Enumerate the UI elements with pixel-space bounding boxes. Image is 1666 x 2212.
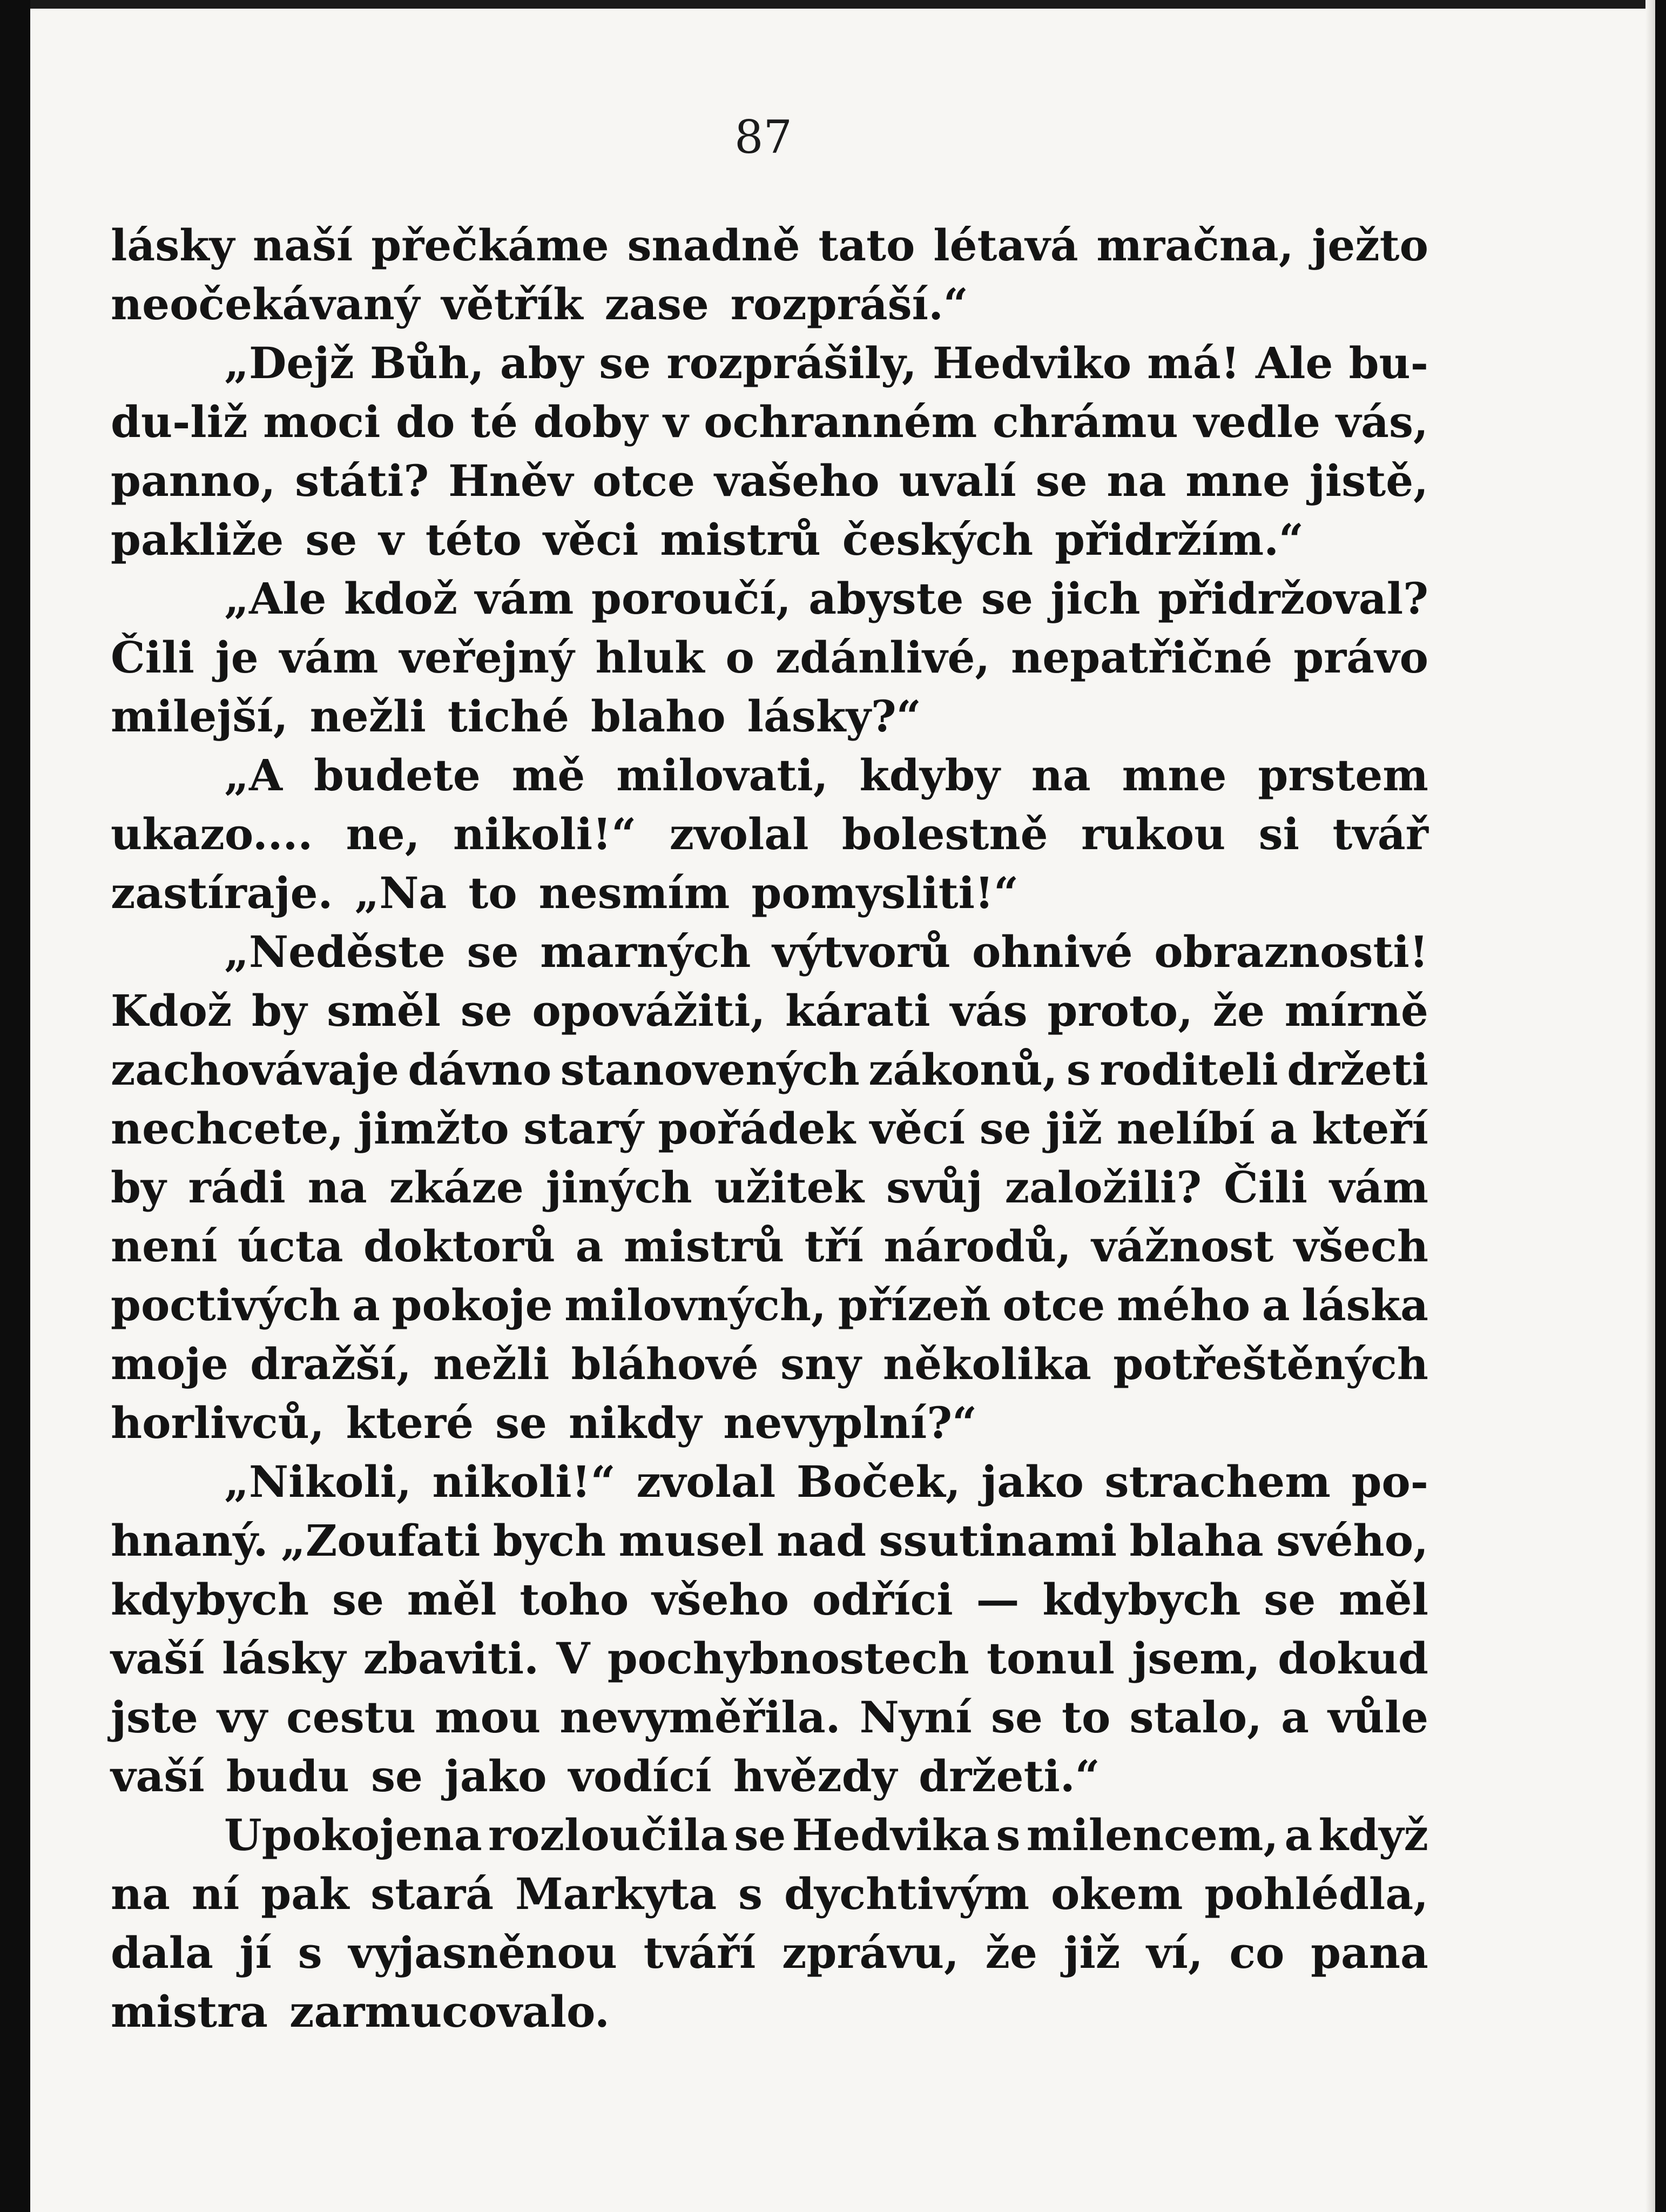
- text-line: [111, 1806, 1428, 1865]
- word: aby: [500, 338, 584, 388]
- word: na: [111, 1868, 170, 1919]
- word: horlivců,: [111, 1397, 325, 1448]
- word: otce: [1002, 1280, 1105, 1330]
- text-line: [111, 1511, 1428, 1570]
- word: V: [556, 1633, 590, 1684]
- word: okem: [1051, 1868, 1183, 1919]
- word: zvolal: [636, 1456, 776, 1507]
- text-line: [111, 1865, 1428, 1924]
- word: nevyplní?“: [723, 1397, 977, 1448]
- word: roditeli: [1100, 1044, 1278, 1095]
- word: starý: [523, 1103, 644, 1154]
- word: musel: [618, 1515, 764, 1566]
- word: bu-: [1348, 338, 1428, 388]
- word: s: [738, 1868, 763, 1919]
- word: státi?: [295, 455, 429, 506]
- word: již: [1063, 1927, 1121, 1978]
- text-line: [111, 1747, 1428, 1806]
- word: rukou: [1081, 809, 1226, 859]
- word: vám: [1330, 1162, 1428, 1213]
- word: Čili: [1224, 1162, 1307, 1213]
- word: jí: [239, 1927, 272, 1978]
- word: měl: [1339, 1574, 1428, 1625]
- word: poctivých: [111, 1280, 341, 1330]
- word: přidržoval?: [1158, 573, 1428, 624]
- word: doktorů: [363, 1221, 556, 1272]
- word: jiných: [545, 1162, 692, 1213]
- word: nežli: [309, 691, 426, 742]
- text-line: [111, 1629, 1428, 1688]
- word: potřeštěných: [1113, 1339, 1428, 1389]
- word: přízeň: [838, 1280, 991, 1330]
- text-line: [111, 510, 1428, 569]
- word: neočekávaný: [111, 279, 420, 330]
- word: ví,: [1146, 1927, 1203, 1978]
- word: Ale: [1256, 338, 1333, 388]
- word: rozprášily,: [666, 338, 917, 388]
- word: láska: [1301, 1280, 1428, 1330]
- text-line: [111, 1453, 1428, 1511]
- text-line: [111, 1688, 1428, 1747]
- word: nad: [777, 1515, 867, 1566]
- word: užitek: [714, 1162, 864, 1213]
- word: nikoli!“: [432, 1456, 616, 1507]
- word: mistrů: [623, 1221, 785, 1272]
- word: hvězdy: [733, 1751, 898, 1801]
- word: ssutinami: [879, 1515, 1117, 1566]
- word: hluk: [595, 632, 705, 683]
- word: s: [1066, 1044, 1091, 1095]
- word: ní: [191, 1868, 240, 1919]
- text-line: [111, 687, 1428, 746]
- word: Markyta: [515, 1868, 717, 1919]
- word: nelíbí: [1116, 1103, 1255, 1154]
- text-line: [111, 1982, 1428, 2041]
- word: Hedviko: [932, 338, 1132, 388]
- word: založili?: [1004, 1162, 1202, 1213]
- word: v: [379, 514, 404, 565]
- word: ohnivé: [972, 926, 1133, 977]
- word: kdybych: [1042, 1574, 1241, 1625]
- word: vy: [217, 1692, 267, 1743]
- word: a: [1262, 1280, 1290, 1330]
- word: jich: [1050, 573, 1141, 624]
- word: bolestně: [841, 809, 1048, 859]
- word: odříci: [812, 1574, 953, 1625]
- text-line: [111, 1394, 1428, 1453]
- text-line: [111, 452, 1428, 510]
- word: mne: [1122, 750, 1227, 801]
- word: jsem,: [1132, 1633, 1260, 1684]
- word: doby: [533, 396, 648, 447]
- word: Nyní: [859, 1692, 972, 1743]
- word: se: [467, 926, 519, 977]
- word: vám: [279, 632, 379, 683]
- word: přidržím.“: [1055, 514, 1304, 565]
- word: otce: [592, 455, 695, 506]
- word: Bůh,: [369, 338, 484, 388]
- word: věcí: [869, 1103, 966, 1154]
- word: Upokojena: [224, 1810, 482, 1860]
- word: tvář: [1332, 809, 1428, 859]
- word: že: [985, 1927, 1037, 1978]
- word: této: [425, 514, 522, 565]
- word: té: [470, 396, 518, 447]
- text-line: [111, 1217, 1428, 1276]
- page-number: 87: [734, 111, 792, 164]
- word: držeti: [1287, 1044, 1428, 1095]
- word: naší: [252, 220, 353, 271]
- word: se: [370, 1751, 423, 1801]
- word: ne,: [346, 809, 420, 859]
- word: se: [1264, 1574, 1316, 1625]
- word: Hedvika: [792, 1810, 990, 1860]
- word: hnaný.: [111, 1515, 268, 1566]
- word: „Nikoli,: [224, 1456, 412, 1507]
- word: se: [734, 1810, 786, 1860]
- word: se: [599, 338, 651, 388]
- word: Kdož: [111, 985, 232, 1036]
- word: když: [1318, 1810, 1428, 1860]
- word: proto,: [1047, 985, 1193, 1036]
- word: pomysliti!“: [751, 868, 1019, 918]
- word: pohlédla,: [1204, 1868, 1428, 1919]
- word: všeho: [652, 1574, 790, 1625]
- text-line: [111, 1158, 1428, 1217]
- word: se: [981, 573, 1033, 624]
- word: výtvorů: [772, 926, 951, 977]
- text-line: [111, 981, 1428, 1040]
- word: to: [468, 868, 517, 918]
- word: pochybnostech: [607, 1633, 969, 1684]
- word: to: [1062, 1692, 1111, 1743]
- word: du-liž: [111, 396, 248, 447]
- word: se: [305, 514, 358, 565]
- word: svůj: [886, 1162, 983, 1213]
- word: a: [1269, 1103, 1298, 1154]
- word: vaší: [111, 1633, 205, 1684]
- word: vůle: [1328, 1692, 1428, 1743]
- word: poroučí,: [591, 573, 791, 624]
- word: pořádek: [658, 1103, 855, 1154]
- word: moje: [111, 1339, 228, 1389]
- word: úcta: [237, 1221, 343, 1272]
- word: vyjasněnou: [348, 1927, 617, 1978]
- word: zastíraje.: [111, 868, 333, 918]
- text-line: [111, 746, 1428, 805]
- scan-left-shadow: [0, 0, 30, 2212]
- word: mistrů: [660, 514, 821, 565]
- word: lásky: [222, 1633, 346, 1684]
- word: nesmím: [538, 868, 730, 918]
- text-line: [111, 1099, 1428, 1158]
- word: budu: [226, 1751, 349, 1801]
- word: že: [1212, 985, 1265, 1036]
- word: přečkáme: [371, 220, 609, 271]
- word: stalo,: [1129, 1692, 1262, 1743]
- word: „Na: [354, 868, 447, 918]
- word: českých: [842, 514, 1034, 565]
- word: jimžto: [358, 1103, 509, 1154]
- word: není: [111, 1221, 218, 1272]
- word: Boček,: [796, 1456, 961, 1507]
- text-line: [111, 1276, 1428, 1335]
- word: nevyměřila.: [559, 1692, 841, 1743]
- word: zákonů,: [868, 1044, 1058, 1095]
- word: rozloučila: [488, 1810, 729, 1860]
- text-line: [111, 1335, 1428, 1394]
- word: toho: [520, 1574, 629, 1625]
- word: s: [298, 1927, 322, 1978]
- word: mě: [511, 750, 585, 801]
- word: dychtivým: [784, 1868, 1030, 1919]
- word: ježto: [1312, 220, 1428, 271]
- word: prstem: [1258, 750, 1428, 801]
- word: a: [575, 1221, 604, 1272]
- word: směl: [327, 985, 441, 1036]
- word: vám: [475, 573, 574, 624]
- word: držeti.“: [919, 1751, 1100, 1801]
- word: kárati: [785, 985, 930, 1036]
- text-line: [111, 1040, 1428, 1099]
- word: již: [1046, 1103, 1103, 1154]
- word: mou: [435, 1692, 541, 1743]
- word: na: [1031, 750, 1091, 801]
- text-line: [111, 805, 1428, 864]
- word: tato: [818, 220, 915, 271]
- word: stanovených: [560, 1044, 860, 1095]
- word: rozpráší.“: [730, 279, 968, 330]
- word: vaší: [111, 1751, 205, 1801]
- word: kdož: [343, 573, 457, 624]
- word: ochranném: [704, 396, 977, 447]
- word: dokud: [1278, 1633, 1428, 1684]
- word: v: [663, 396, 689, 447]
- word: po-: [1351, 1456, 1428, 1507]
- word: blaha: [1129, 1515, 1264, 1566]
- word: kteří: [1312, 1103, 1428, 1154]
- word: milovných,: [564, 1280, 826, 1330]
- word: a: [1284, 1810, 1313, 1860]
- word: tváří: [643, 1927, 756, 1978]
- word: měl: [407, 1574, 497, 1625]
- word: národů,: [883, 1221, 1071, 1272]
- word: mistra: [111, 1986, 268, 2037]
- scan-top-shadow: [0, 0, 1666, 9]
- word: se: [1035, 455, 1088, 506]
- word: zprávu,: [782, 1927, 959, 1978]
- word: se: [460, 985, 512, 1036]
- word: bláhové: [571, 1339, 759, 1389]
- word: milovati,: [616, 750, 828, 801]
- word: pokoje: [392, 1280, 553, 1330]
- word: mého: [1117, 1280, 1251, 1330]
- word: vodící: [568, 1751, 712, 1801]
- word: právo: [1293, 632, 1428, 683]
- word: „Zoufati: [280, 1515, 481, 1566]
- word: obraznosti!: [1154, 926, 1428, 977]
- word: do: [396, 396, 455, 447]
- text-line: [111, 275, 1428, 334]
- word: dražší,: [250, 1339, 412, 1389]
- word: chrámu: [993, 396, 1178, 447]
- word: zase: [604, 279, 709, 330]
- word: které: [346, 1397, 474, 1448]
- word: tonul: [986, 1633, 1115, 1684]
- word: pakliže: [111, 514, 284, 565]
- text-line: [111, 628, 1428, 687]
- word: větřík: [441, 279, 583, 330]
- word: nikoli!“: [453, 809, 637, 859]
- text-line: [111, 1570, 1428, 1629]
- word: mne: [1185, 455, 1290, 506]
- word: stará: [370, 1868, 494, 1919]
- word: o: [725, 632, 754, 683]
- word: „Dejž: [224, 338, 354, 388]
- word: kdyby: [859, 750, 1000, 801]
- text-line: [111, 393, 1428, 452]
- word: vašeho: [714, 455, 880, 506]
- word: zarmucovalo.: [289, 1986, 610, 2037]
- word: lásky: [111, 220, 235, 271]
- word: má!: [1147, 338, 1240, 388]
- word: dala: [111, 1927, 213, 1978]
- word: abyste: [808, 573, 964, 624]
- text-line: [111, 569, 1428, 628]
- word: všech: [1293, 1221, 1428, 1272]
- word: s: [996, 1810, 1021, 1860]
- word: věci: [543, 514, 639, 565]
- word: vedle: [1193, 396, 1320, 447]
- word: kdybych: [111, 1574, 309, 1625]
- word: Hněv: [448, 455, 574, 506]
- word: sny: [780, 1339, 861, 1389]
- word: vás: [950, 985, 1028, 1036]
- word: jako: [444, 1751, 547, 1801]
- text-line: [111, 1924, 1428, 1982]
- word: nikdy: [568, 1397, 702, 1448]
- word: uvalí: [899, 455, 1016, 506]
- word: tiché: [447, 691, 569, 742]
- word: „Neděste: [224, 926, 446, 977]
- word: panno,: [111, 455, 276, 506]
- word: jistě,: [1309, 455, 1428, 506]
- word: si: [1258, 809, 1300, 859]
- text-line: [111, 923, 1428, 981]
- word: jste: [111, 1692, 198, 1743]
- word: moci: [263, 396, 381, 447]
- word: vás,: [1336, 396, 1428, 447]
- word: „A: [224, 750, 283, 801]
- word: milejší,: [111, 691, 288, 742]
- word: by: [111, 1162, 166, 1213]
- word: —: [976, 1574, 1020, 1625]
- word: zkáze: [389, 1162, 524, 1213]
- word: lásky?“: [747, 691, 921, 742]
- word: létavá: [933, 220, 1078, 271]
- word: zvolal: [669, 809, 809, 859]
- scan-right-shadow: [1655, 0, 1666, 2212]
- word: snadně: [627, 220, 800, 271]
- word: mračna,: [1096, 220, 1294, 271]
- word: zbaviti.: [363, 1633, 539, 1684]
- page-right-edge: [1645, 0, 1655, 2212]
- word: strachem: [1104, 1456, 1331, 1507]
- word: zachovávaje: [111, 1044, 399, 1095]
- word: by: [251, 985, 307, 1036]
- word: dávno: [408, 1044, 552, 1095]
- word: rádi: [188, 1162, 286, 1213]
- word: bych: [493, 1515, 606, 1566]
- word: blaho: [590, 691, 726, 742]
- word: vážnost: [1091, 1221, 1274, 1272]
- word: nechcete,: [111, 1103, 344, 1154]
- word: nepatřičné: [1011, 632, 1273, 683]
- word: se: [495, 1397, 547, 1448]
- word: Čili: [111, 632, 194, 683]
- word: cestu: [286, 1692, 416, 1743]
- word: mírně: [1284, 985, 1428, 1036]
- body-text: [111, 216, 1428, 2041]
- word: jako: [981, 1456, 1084, 1507]
- word: a: [352, 1280, 380, 1330]
- word: na: [307, 1162, 367, 1213]
- word: nežli: [433, 1339, 550, 1389]
- word: se: [332, 1574, 384, 1625]
- word: tří: [804, 1221, 864, 1272]
- word: marných: [540, 926, 751, 977]
- word: se: [979, 1103, 1031, 1154]
- word: je: [215, 632, 259, 683]
- word: pak: [261, 1868, 349, 1919]
- text-line: [111, 864, 1428, 923]
- word: na: [1107, 455, 1166, 506]
- word: a: [1281, 1692, 1309, 1743]
- text-line: [111, 334, 1428, 393]
- word: zdánlivé,: [775, 632, 990, 683]
- word: budete: [314, 750, 481, 801]
- word: „Ale: [224, 573, 327, 624]
- word: veřejný: [399, 632, 575, 683]
- word: několika: [883, 1339, 1091, 1389]
- word: co: [1229, 1927, 1285, 1978]
- word: svého,: [1276, 1515, 1428, 1566]
- word: opovážiti,: [532, 985, 766, 1036]
- word: ukazo....: [111, 809, 313, 859]
- word: pana: [1311, 1927, 1428, 1978]
- text-line: [111, 216, 1428, 275]
- word: milencem,: [1026, 1810, 1279, 1860]
- word: se: [990, 1692, 1043, 1743]
